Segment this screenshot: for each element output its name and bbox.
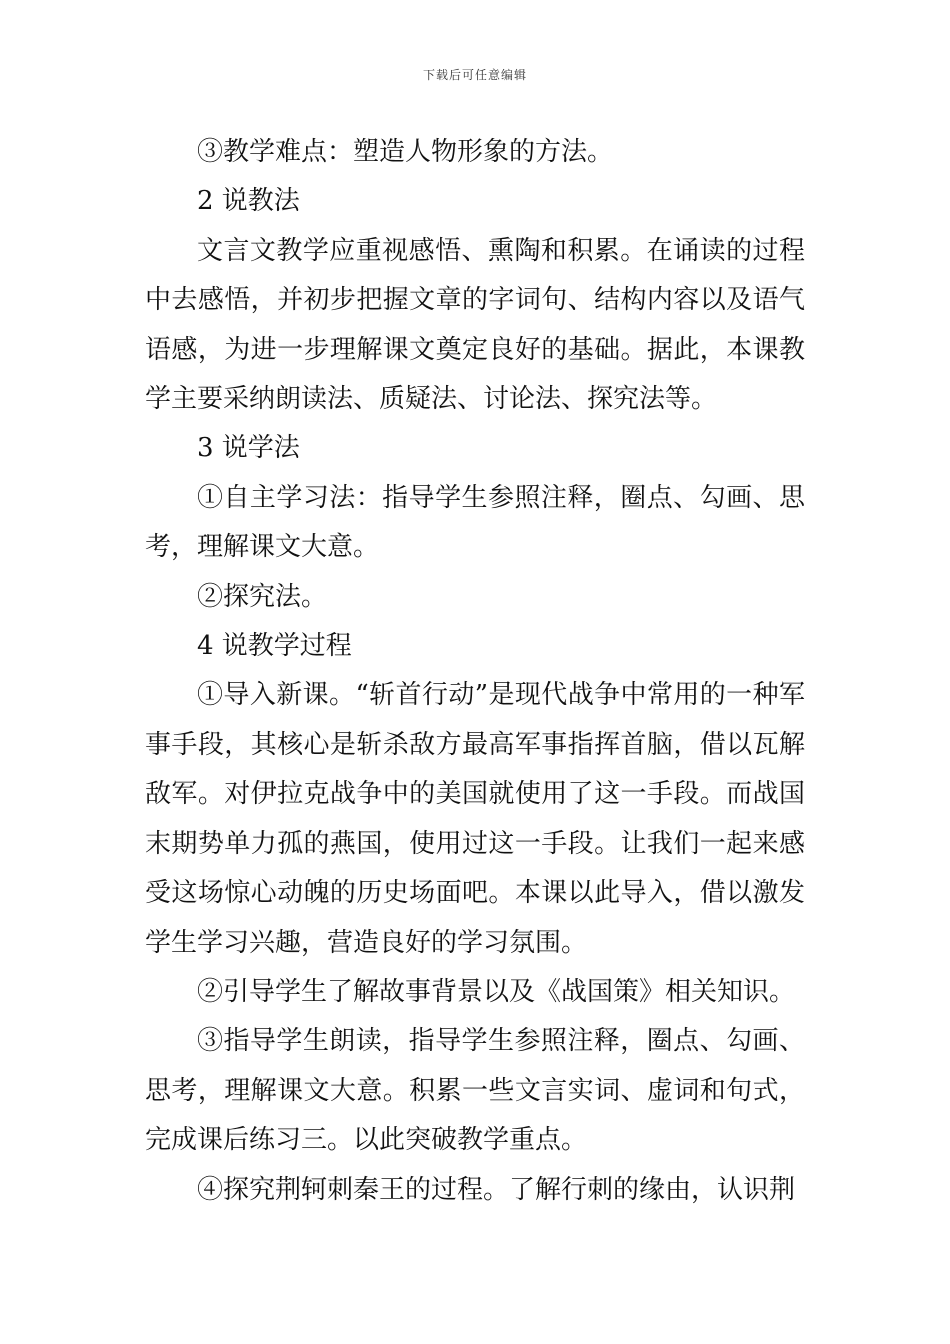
paragraph-teaching-method: 文言文教学应重视感悟、熏陶和积累。在诵读的过程中去感悟，并初步把握文章的字词句、结构内容以及语气语感，为进一步理解课文奠定良好的基础。据此，本课教学主要采纳朗读法、质疑法、讨论法、探究法等。 xyxy=(145,235,805,415)
document-body xyxy=(145,128,805,1215)
paragraph-teaching-difficulty: ③教学难点：塑造人物形象的方法。 xyxy=(197,137,614,167)
paragraph-background: ②引导学生了解故事背景以及《战国策》相关知识。 xyxy=(197,976,796,1007)
paragraph-inquiry-method: ②探究法。 xyxy=(197,581,328,612)
header-note: 下载后可任意编辑 xyxy=(422,68,527,82)
section-heading-teaching-process: 4 说教学过程 xyxy=(197,631,352,662)
section-heading-learning-method: 3 说学法 xyxy=(197,433,300,464)
paragraph-reading-guidance: ③指导学生朗读，指导学生参照注释，圈点、勾画、思考，理解课文大意。积累一些文言实词、虚词和句式，完成课后练习三。以此突破教学重点。 xyxy=(145,1026,805,1156)
section-heading-teaching-method: 2 说教法 xyxy=(197,186,300,217)
paragraph-inquiry-process: ④探究荆轲刺秦王的过程。了解行刺的缘由，认识荆 xyxy=(197,1174,796,1205)
paragraph-introduction: ①导入新课。“斩首行动”是现代战争中常用的一种军事手段，其核心是斩杀敌方最高军事指挥首脑，借以瓦解敌军。对伊拉克战争中的美国就使用了这一手段。而战国末期势单力孤的燕国，使用过这一手段。让我们一起来感受这场惊心动魄的历史场面吧。本课以此导入，借以激发学生学习兴趣，营造良好的学习氛围。 xyxy=(145,680,805,958)
paragraph-self-study-method: ①自主学习法：指导学生参照注释，圈点、勾画、思考，理解课文大意。 xyxy=(145,482,805,563)
